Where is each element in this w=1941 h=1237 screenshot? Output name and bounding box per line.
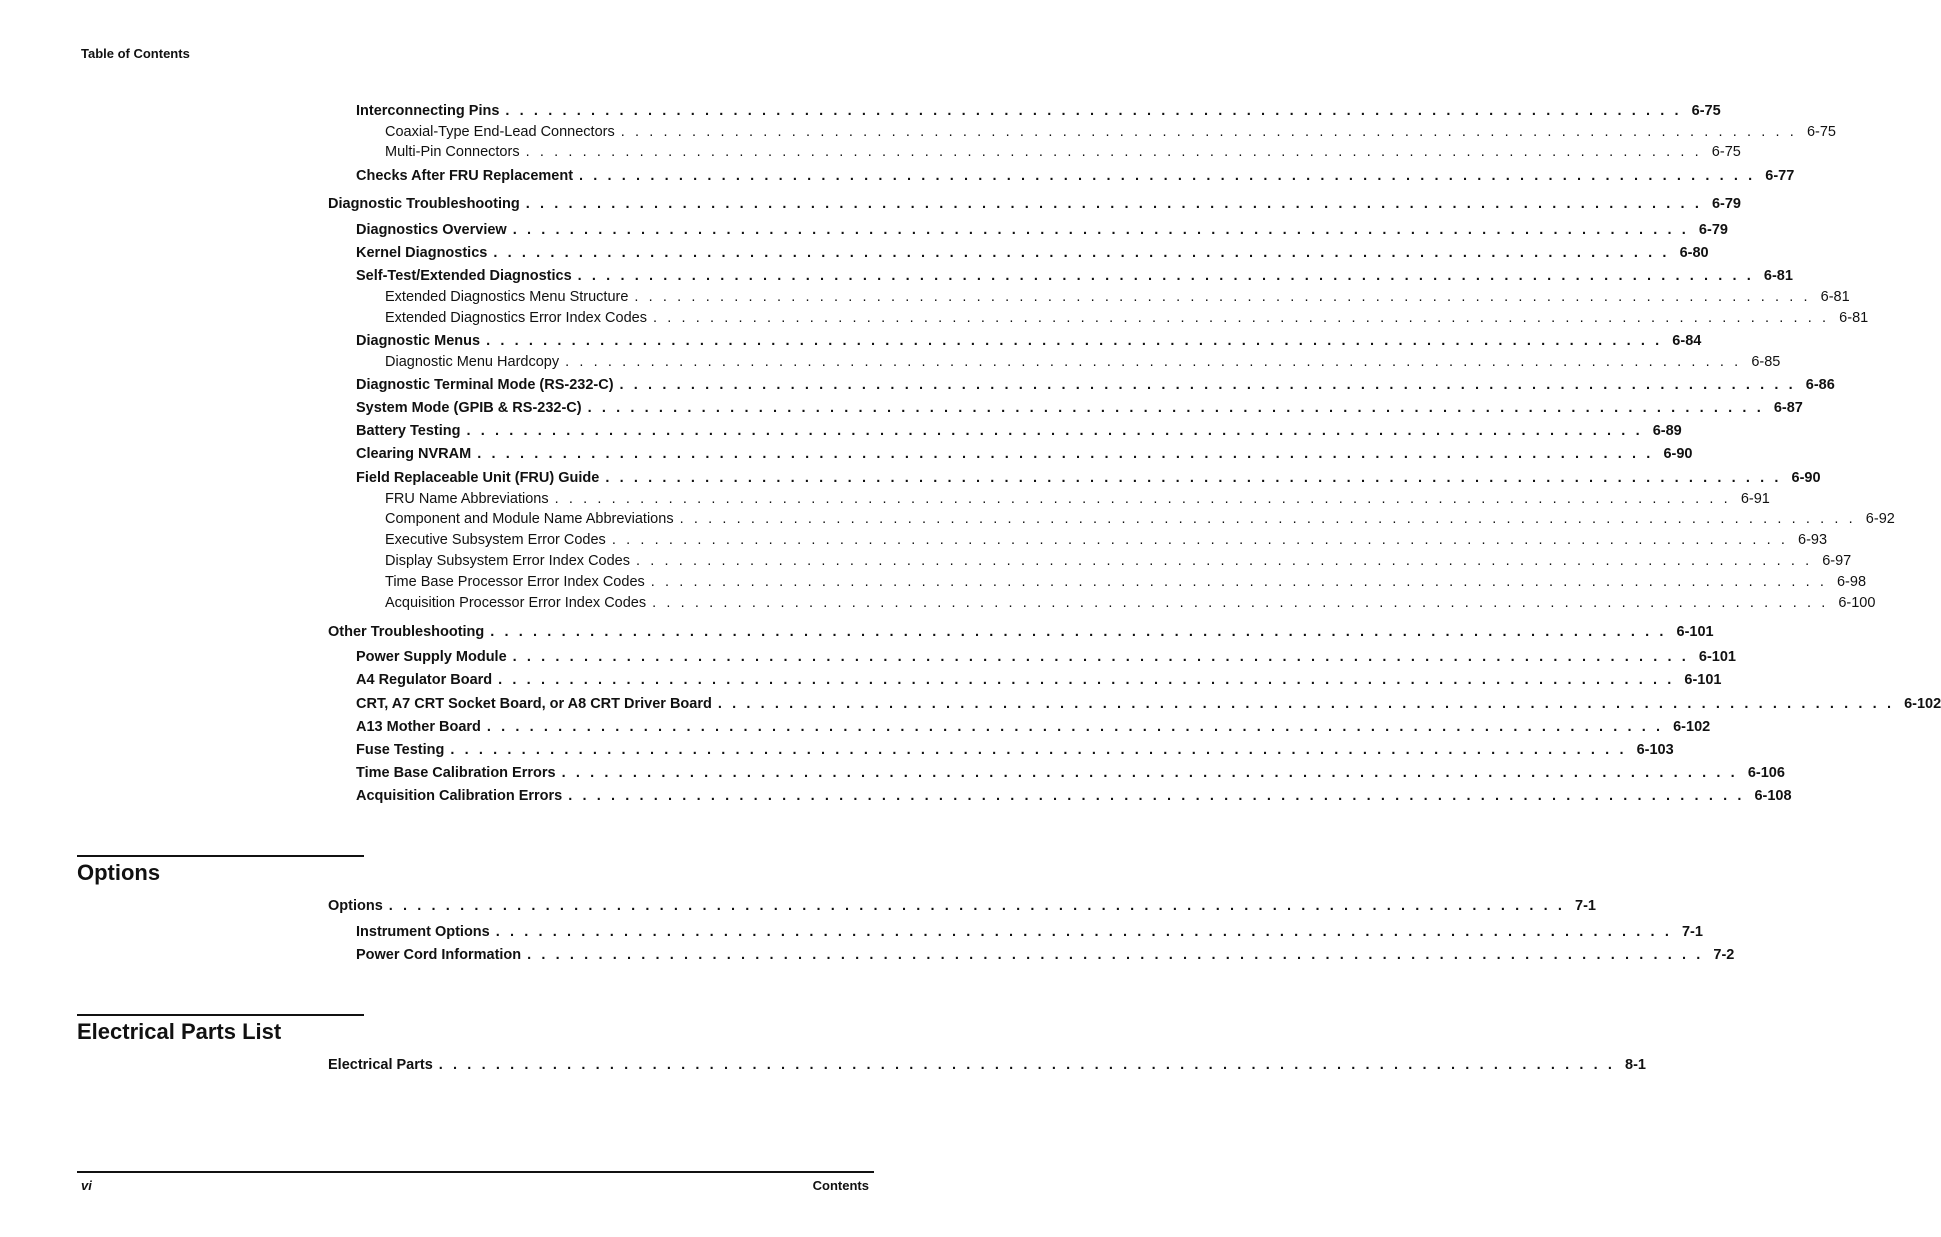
toc-entry[interactable] — [356, 400, 1803, 420]
toc-entry-page: 6-75 — [1691, 103, 1721, 119]
toc-entry[interactable] — [356, 788, 1792, 808]
toc-entry-title: FRU Name Abbreviations — [385, 491, 549, 507]
dot-leader: . . . . . . . . . . . . . . . . . . . . . . . . . . . . . . . . . . . . . . . . . . . . . . . . . . . . . . . . . . . . . . . . . . . . . . . . . . . . . . . . . . . — [636, 553, 1813, 569]
toc-entry-title: A4 Regulator Board — [356, 672, 493, 688]
toc-entry-page: 6-102 — [1673, 719, 1711, 735]
toc-entry[interactable] — [328, 898, 1596, 918]
toc-entry[interactable] — [356, 333, 1702, 353]
toc-entry-page: 6-81 — [1839, 310, 1869, 326]
toc-entry[interactable] — [356, 765, 1785, 785]
toc-entry-title: Kernel Diagnostics — [356, 245, 488, 261]
toc-entry-page: 6-101 — [1684, 672, 1722, 688]
dot-leader: . . . . . . . . . . . . . . . . . . . . . . . . . . . . . . . . . . . . . . . . . . . . . . . . . . . . . . . . . . . . . . . . . . . . . . . . . . . . . . . . . . . — [652, 595, 1829, 611]
toc-entry-title: Instrument Options — [356, 924, 490, 940]
toc-entry-title: Time Base Processor Error Index Codes — [385, 574, 645, 590]
dot-leader: . . . . . . . . . . . . . . . . . . . . . . . . . . . . . . . . . . . . . . . . . . . . . . . . . . . . . . . . . . . . . . . . . . . . . . . . . . . . . . . . . . . — [679, 511, 1856, 527]
toc-entry-title: Acquisition Processor Error Index Codes — [385, 595, 647, 611]
dot-leader: . . . . . . . . . . . . . . . . . . . . . . . . . . . . . . . . . . . . . . . . . . . . . . . . . . . . . . . . . . . . . . . . . . . . . . . . . . . . . . . . . . . — [634, 289, 1811, 305]
footer-rule — [77, 1171, 874, 1173]
toc-entry-title: Component and Module Name Abbreviations — [385, 511, 674, 527]
toc-entry[interactable] — [356, 696, 1941, 716]
dot-leader: . . . . . . . . . . . . . . . . . . . . . . . . . . . . . . . . . . . . . . . . . . . . . . . . . . . . . . . . . . . . . . . . . . . . . . . . . . . . . . . . . . . — [438, 1057, 1616, 1073]
toc-entry-page: 6-85 — [1751, 354, 1781, 370]
dot-leader: . . . . . . . . . . . . . . . . . . . . . . . . . . . . . . . . . . . . . . . . . . . . . . . . . . . . . . . . . . . . . . . . . . . . . . . . . . . . . . . . . . . — [490, 624, 1667, 640]
toc-entry-title: Options — [328, 898, 383, 914]
section-heading-options: Options — [77, 860, 161, 885]
toc-entry[interactable] — [385, 574, 1867, 594]
dot-leader: . . . . . . . . . . . . . . . . . . . . . . . . . . . . . . . . . . . . . . . . . . . . . . . . . . . . . . . . . . . . . . . . . . . . . . . . . . . . . . . . . . . — [652, 310, 1830, 326]
toc-entry-page: 6-108 — [1754, 788, 1792, 804]
toc-entry[interactable] — [356, 470, 1821, 490]
page-number: vi — [81, 1178, 92, 1193]
dot-leader: . . . . . . . . . . . . . . . . . . . . . . . . . . . . . . . . . . . . . . . . . . . . . . . . . . . . . . . . . . . . . . . . . . . . . . . . . . . . . . . . . . . — [579, 168, 1756, 184]
toc-entry[interactable] — [356, 377, 1835, 397]
toc-entry-page: 6-79 — [1698, 222, 1728, 238]
dot-leader: . . . . . . . . . . . . . . . . . . . . . . . . . . . . . . . . . . . . . . . . . . . . . . . . . . . . . . . . . . . . . . . . . . . . . . . . . . . . . . . . . . . — [486, 719, 1664, 735]
toc-entry[interactable] — [356, 103, 1721, 123]
toc-entry-title: Time Base Calibration Errors — [356, 765, 556, 781]
toc-entry-page: 6-84 — [1672, 333, 1702, 349]
toc-entry-page: 6-91 — [1740, 491, 1770, 507]
toc-entry[interactable] — [385, 310, 1869, 330]
toc-entry[interactable] — [356, 672, 1722, 692]
toc-entry-title: Extended Diagnostics Error Index Codes — [385, 310, 647, 326]
toc-entry-title: Diagnostic Menu Hardcopy — [385, 354, 560, 370]
toc-entry-title: Acquisition Calibration Errors — [356, 788, 563, 804]
toc-entry[interactable] — [385, 511, 1895, 531]
dot-leader: . . . . . . . . . . . . . . . . . . . . . . . . . . . . . . . . . . . . . . . . . . . . . . . . . . . . . . . . . . . . . . . . . . . . . . . . . . . . . . . . . . . — [486, 333, 1663, 349]
toc-entry-title: Extended Diagnostics Menu Structure — [385, 289, 629, 305]
toc-entry[interactable] — [385, 144, 1741, 164]
section-heading-electrical-parts-list: Electrical Parts List — [77, 1019, 282, 1044]
toc-entry-title: Coaxial-Type End-Lead Connectors — [385, 124, 615, 140]
toc-entry[interactable] — [328, 196, 1741, 216]
toc-entry-title: Diagnostic Menus — [356, 333, 481, 349]
toc-entry[interactable] — [328, 624, 1714, 644]
dot-leader: . . . . . . . . . . . . . . . . . . . . . . . . . . . . . . . . . . . . . . . . . . . . . . . . . . . . . . . . . . . . . . . . . . . . . . . . . . . . . . . . . . . — [512, 649, 1689, 665]
dot-leader: . . . . . . . . . . . . . . . . . . . . . . . . . . . . . . . . . . . . . . . . . . . . . . . . . . . . . . . . . . . . . . . . . . . . . . . . . . . . . . . . . . . — [495, 924, 1672, 940]
toc-entry-title: Clearing NVRAM — [356, 446, 472, 462]
dot-leader: . . . . . . . . . . . . . . . . . . . . . . . . . . . . . . . . . . . . . . . . . . . . . . . . . . . . . . . . . . . . . . . . . . . . . . . . . . . . . . . . . . . — [450, 742, 1627, 758]
toc-entry[interactable] — [356, 742, 1674, 762]
toc-entry-title: Checks After FRU Replacement — [356, 168, 574, 184]
dot-leader: . . . . . . . . . . . . . . . . . . . . . . . . . . . . . . . . . . . . . . . . . . . . . . . . . . . . . . . . . . . . . . . . . . . . . . . . . . . . . . . . . . . — [466, 423, 1643, 439]
toc-entry-title: Power Supply Module — [356, 649, 507, 665]
toc-entry-title: Diagnostic Troubleshooting — [328, 196, 520, 212]
toc-entry-page: 6-101 — [1676, 624, 1714, 640]
toc-entry-page: 6-98 — [1836, 574, 1867, 590]
toc-entry[interactable] — [356, 268, 1793, 288]
toc-entry-page: 6-106 — [1747, 765, 1785, 781]
toc-entry-page: 6-81 — [1820, 289, 1850, 305]
toc-entry-page: 6-79 — [1711, 196, 1741, 212]
dot-leader: . . . . . . . . . . . . . . . . . . . . . . . . . . . . . . . . . . . . . . . . . . . . . . . . . . . . . . . . . . . . . . . . . . . . . . . . . . . . . . . . . . . — [620, 124, 1797, 140]
toc-entry-title: Fuse Testing — [356, 742, 445, 758]
dot-leader: . . . . . . . . . . . . . . . . . . . . . . . . . . . . . . . . . . . . . . . . . . . . . . . . . . . . . . . . . . . . . . . . . . . . . . . . . . . . . . . . . . . — [587, 400, 1764, 416]
toc-entry[interactable] — [356, 245, 1709, 265]
toc-entry[interactable] — [385, 595, 1876, 615]
toc-entry-title: Self-Test/Extended Diagnostics — [356, 268, 572, 284]
dot-leader: . . . . . . . . . . . . . . . . . . . . . . . . . . . . . . . . . . . . . . . . . . . . . . . . . . . . . . . . . . . . . . . . . . . . . . . . . . . . . . . . . . . — [619, 377, 1796, 393]
toc-entry-title: Interconnecting Pins — [356, 103, 500, 119]
toc-entry[interactable] — [385, 553, 1852, 573]
toc-entry-page: 6-75 — [1711, 144, 1741, 160]
toc-entry-page: 6-80 — [1679, 245, 1709, 261]
toc-entry-page: 7-2 — [1713, 947, 1735, 963]
running-head: Table of Contents — [81, 46, 190, 61]
toc-entry-page: 6-100 — [1838, 595, 1876, 611]
toc-entry-title: Display Subsystem Error Index Codes — [385, 553, 630, 569]
dot-leader: . . . . . . . . . . . . . . . . . . . . . . . . . . . . . . . . . . . . . . . . . . . . . . . . . . . . . . . . . . . . . . . . . . . . . . . . . . . . . . . . . . . — [561, 765, 1738, 781]
toc-entry-title: Multi-Pin Connectors — [385, 144, 520, 160]
toc-entry[interactable] — [356, 649, 1736, 669]
dot-leader: . . . . . . . . . . . . . . . . . . . . . . . . . . . . . . . . . . . . . . . . . . . . . . . . . . . . . . . . . . . . . . . . . . . . . . . . . . . . . . . . . . . — [568, 788, 1745, 804]
section-rule — [77, 855, 364, 857]
dot-leader: . . . . . . . . . . . . . . . . . . . . . . . . . . . . . . . . . . . . . . . . . . . . . . . . . . . . . . . . . . . . . . . . . . . . . . . . . . . . . . . . . . . — [505, 103, 1682, 119]
toc-entry[interactable] — [385, 491, 1770, 511]
dot-leader: . . . . . . . . . . . . . . . . . . . . . . . . . . . . . . . . . . . . . . . . . . . . . . . . . . . . . . . . . . . . . . . . . . . . . . . . . . . . . . . . . . . — [527, 947, 1704, 963]
toc-entry-page: 6-97 — [1822, 553, 1852, 569]
toc-entry-page: 8-1 — [1625, 1057, 1646, 1073]
toc-entry-page: 6-101 — [1698, 649, 1736, 665]
toc-entry-title: A13 Mother Board — [356, 719, 481, 735]
toc-entry-page: 6-90 — [1663, 446, 1693, 462]
toc-entry[interactable] — [356, 423, 1682, 443]
toc-entry-page: 6-103 — [1636, 742, 1674, 758]
dot-leader: . . . . . . . . . . . . . . . . . . . . . . . . . . . . . . . . . . . . . . . . . . . . . . . . . . . . . . . . . . . . . . . . . . . . . . . . . . . . . . . . . . . — [650, 574, 1827, 590]
toc-entry-page: 7-1 — [1681, 924, 1703, 940]
toc-entry[interactable] — [385, 289, 1850, 309]
section-rule — [77, 1014, 364, 1016]
toc-entry-title: Diagnostics Overview — [356, 222, 507, 238]
dot-leader: . . . . . . . . . . . . . . . . . . . . . . . . . . . . . . . . . . . . . . . . . . . . . . . . . . . . . . . . . . . . . . . . . . . . . . . . . . . . . . . . . . . — [498, 672, 1675, 688]
dot-leader: . . . . . . . . . . . . . . . . . . . . . . . . . . . . . . . . . . . . . . . . . . . . . . . . . . . . . . . . . . . . . . . . . . . . . . . . . . . . . . . . . . . — [493, 245, 1670, 261]
toc-entry[interactable] — [356, 719, 1711, 739]
dot-leader: . . . . . . . . . . . . . . . . . . . . . . . . . . . . . . . . . . . . . . . . . . . . . . . . . . . . . . . . . . . . . . . . . . . . . . . . . . . . . . . . . . . — [477, 446, 1654, 462]
dot-leader: . . . . . . . . . . . . . . . . . . . . . . . . . . . . . . . . . . . . . . . . . . . . . . . . . . . . . . . . . . . . . . . . . . . . . . . . . . . . . . . . . . . — [717, 696, 1895, 712]
toc-entry-page: 6-102 — [1904, 696, 1941, 712]
toc-entry[interactable] — [356, 947, 1735, 967]
toc-entry-title: Executive Subsystem Error Codes — [385, 532, 606, 548]
toc-entry[interactable] — [385, 532, 1828, 552]
toc-entry-title: Power Cord Information — [356, 947, 522, 963]
toc-entry-page: 6-93 — [1798, 532, 1828, 548]
dot-leader: . . . . . . . . . . . . . . . . . . . . . . . . . . . . . . . . . . . . . . . . . . . . . . . . . . . . . . . . . . . . . . . . . . . . . . . . . . . . . . . . . . . — [605, 470, 1782, 486]
dot-leader: . . . . . . . . . . . . . . . . . . . . . . . . . . . . . . . . . . . . . . . . . . . . . . . . . . . . . . . . . . . . . . . . . . . . . . . . . . . . . . . . . . . — [611, 532, 1789, 548]
dot-leader: . . . . . . . . . . . . . . . . . . . . . . . . . . . . . . . . . . . . . . . . . . . . . . . . . . . . . . . . . . . . . . . . . . . . . . . . . . . . . . . . . . . — [525, 144, 1702, 160]
toc-entry-page: 6-86 — [1805, 377, 1835, 393]
toc-entry-page: 6-75 — [1806, 124, 1836, 140]
toc-entry-title: System Mode (GPIB & RS-232-C) — [356, 400, 582, 416]
dot-leader: . . . . . . . . . . . . . . . . . . . . . . . . . . . . . . . . . . . . . . . . . . . . . . . . . . . . . . . . . . . . . . . . . . . . . . . . . . . . . . . . . . . — [512, 222, 1689, 238]
dot-leader: . . . . . . . . . . . . . . . . . . . . . . . . . . . . . . . . . . . . . . . . . . . . . . . . . . . . . . . . . . . . . . . . . . . . . . . . . . . . . . . . . . . — [565, 354, 1742, 370]
toc-entry[interactable] — [385, 124, 1836, 144]
toc-entry[interactable] — [356, 924, 1703, 944]
toc-entry-page: 6-89 — [1652, 423, 1682, 439]
toc-entry[interactable] — [385, 354, 1781, 374]
toc-entry-page: 6-77 — [1765, 168, 1795, 184]
footer-label: Contents — [812, 1178, 869, 1193]
toc-entry-title: Field Replaceable Unit (FRU) Guide — [356, 470, 600, 486]
toc-entry-page: 7-1 — [1575, 898, 1596, 914]
dot-leader: . . . . . . . . . . . . . . . . . . . . . . . . . . . . . . . . . . . . . . . . . . . . . . . . . . . . . . . . . . . . . . . . . . . . . . . . . . . . . . . . . . . — [554, 491, 1731, 507]
toc-entry-title: Diagnostic Terminal Mode (RS-232-C) — [356, 377, 614, 393]
toc-entry[interactable] — [356, 446, 1693, 466]
toc-entry-page: 6-92 — [1865, 511, 1895, 527]
toc-entry-page: 6-90 — [1791, 470, 1821, 486]
toc-entry-title: CRT, A7 CRT Socket Board, or A8 CRT Driver Board — [356, 696, 712, 712]
toc-entry[interactable] — [356, 168, 1795, 188]
toc-entry[interactable] — [356, 222, 1728, 242]
dot-leader: . . . . . . . . . . . . . . . . . . . . . . . . . . . . . . . . . . . . . . . . . . . . . . . . . . . . . . . . . . . . . . . . . . . . . . . . . . . . . . . . . . . — [388, 898, 1565, 914]
toc-entry-title: Battery Testing — [356, 423, 461, 439]
toc-entry-title: Electrical Parts — [328, 1057, 433, 1073]
dot-leader: . . . . . . . . . . . . . . . . . . . . . . . . . . . . . . . . . . . . . . . . . . . . . . . . . . . . . . . . . . . . . . . . . . . . . . . . . . . . . . . . . . . — [577, 268, 1754, 284]
toc-entry-page: 6-87 — [1773, 400, 1803, 416]
toc-entry-page: 6-81 — [1763, 268, 1793, 284]
toc-entry-title: Other Troubleshooting — [328, 624, 485, 640]
toc-entry[interactable] — [328, 1057, 1646, 1077]
dot-leader: . . . . . . . . . . . . . . . . . . . . . . . . . . . . . . . . . . . . . . . . . . . . . . . . . . . . . . . . . . . . . . . . . . . . . . . . . . . . . . . . . . . — [525, 196, 1702, 212]
